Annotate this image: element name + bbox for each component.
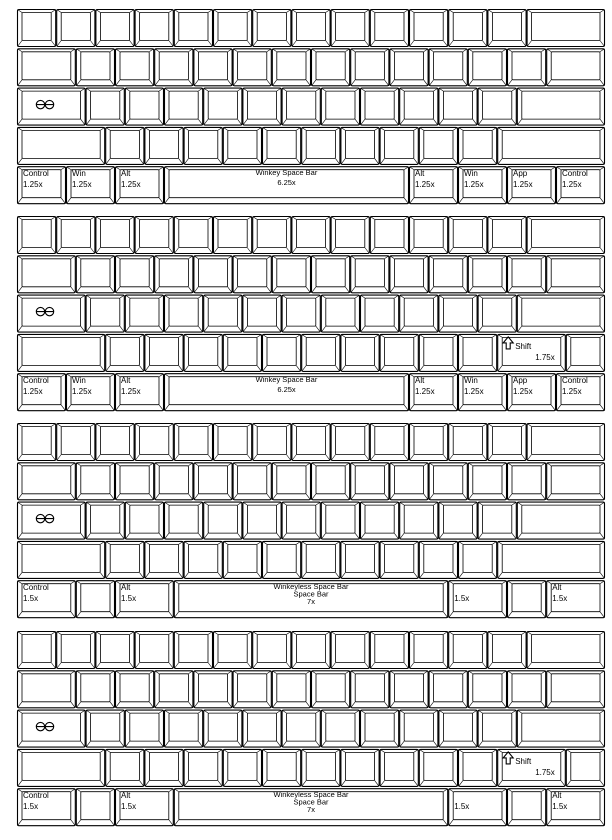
modifier-key-label: Win [72, 376, 86, 386]
top-letter-row-key [351, 463, 389, 500]
top-letter-row-key [194, 49, 232, 86]
number-row-key [253, 217, 291, 254]
number-row-key [174, 632, 212, 669]
shift-row-key [184, 541, 222, 578]
shift-row-key [223, 541, 261, 578]
home-row-key [517, 710, 604, 747]
shift-row-key [302, 127, 340, 164]
number-row-key [331, 424, 369, 461]
number-row-key [488, 632, 526, 669]
modifier-key-size: 1.5x [23, 594, 39, 604]
home-row-key [282, 710, 320, 747]
home-row-key [361, 88, 399, 125]
home-row-key [204, 502, 242, 539]
top-letter-row-key [233, 256, 271, 293]
top-letter-row-key [76, 256, 114, 293]
home-row-key [439, 710, 477, 747]
space-bar-size: 6.25x [277, 385, 296, 395]
home-row-key [321, 710, 359, 747]
shift-row-key [498, 541, 605, 578]
number-row-key [253, 632, 291, 669]
home-row-key [86, 295, 124, 332]
number-row-key [253, 10, 291, 47]
modifier-key-size: 1.25x [464, 180, 484, 190]
number-row-key [527, 10, 604, 47]
modifier-key-label: Control [23, 791, 49, 801]
number-row-key [488, 217, 526, 254]
modifier-key-size: 1.5x [121, 802, 137, 812]
top-letter-row-key [429, 671, 467, 708]
top-letter-row-key [155, 49, 193, 86]
modifier-key-label: Alt [552, 791, 562, 801]
shift-row-key [302, 749, 340, 786]
home-row-key [478, 710, 516, 747]
number-row-key [253, 424, 291, 461]
shift-row-key [145, 749, 183, 786]
number-row-key [370, 632, 408, 669]
top-letter-row-key [390, 463, 428, 500]
number-row-key [214, 217, 252, 254]
home-row-key [361, 710, 399, 747]
top-letter-row-key [547, 463, 605, 500]
top-letter-row-key [429, 256, 467, 293]
modifier-key-label: Win [464, 376, 478, 386]
modifier-key-size: 1.25x [513, 180, 533, 190]
shift-row-key [18, 541, 105, 578]
shift-row-key [380, 127, 418, 164]
modifier-key-size: 1.5x [454, 802, 470, 812]
shift-key-size: 1.75x [535, 767, 555, 777]
space-bar-label: Winkey Space Bar [255, 375, 318, 385]
top-letter-row-key [272, 256, 310, 293]
top-letter-row-key [272, 463, 310, 500]
number-row-key [174, 424, 212, 461]
top-letter-row-key [155, 671, 193, 708]
number-row-key [410, 10, 448, 47]
home-row-key [478, 88, 516, 125]
top-letter-row-key [76, 671, 114, 708]
shift-row-key [419, 127, 457, 164]
bottom-row-key [76, 789, 114, 826]
space-bar-size: 6.25x [277, 178, 296, 188]
number-row-key [410, 217, 448, 254]
modifier-key-label: Control [562, 376, 588, 386]
number-row-key [292, 217, 330, 254]
number-row-key [214, 10, 252, 47]
space-bar-label: Winkeyless Space Bar [273, 790, 349, 800]
modifier-key-size: 1.5x [454, 594, 470, 604]
number-row-key [57, 217, 95, 254]
shift-row-key [184, 749, 222, 786]
modifier-key-label: Control [23, 169, 49, 179]
number-row-key [96, 632, 134, 669]
home-row-key [400, 295, 438, 332]
number-row-key [449, 10, 487, 47]
top-letter-row-key [233, 671, 271, 708]
number-row-key [96, 424, 134, 461]
top-letter-row-key [351, 256, 389, 293]
modifier-key-size: 1.25x [72, 387, 92, 397]
top-letter-row-key [116, 671, 154, 708]
home-row-key [361, 502, 399, 539]
number-row-key [370, 424, 408, 461]
home-row-key [243, 88, 281, 125]
home-row-key [125, 502, 163, 539]
top-letter-row-key [233, 49, 271, 86]
home-row-key [321, 88, 359, 125]
home-row-key [18, 710, 86, 747]
home-row-key [282, 88, 320, 125]
shift-row-key [145, 127, 183, 164]
top-letter-row-key [194, 671, 232, 708]
modifier-key-size: 1.25x [415, 387, 435, 397]
shift-key-size: 1.75x [535, 352, 555, 362]
home-row-key [86, 88, 124, 125]
home-row-key [204, 295, 242, 332]
top-letter-row-key [155, 256, 193, 293]
top-letter-row-key [390, 256, 428, 293]
shift-row-key [18, 749, 105, 786]
number-row-key [370, 217, 408, 254]
modifier-key-label: Alt [552, 583, 562, 593]
shift-row-key [302, 334, 340, 371]
home-row-key [204, 710, 242, 747]
shift-row-key [184, 127, 222, 164]
shift-row-key [341, 334, 379, 371]
shift-row-key [459, 334, 497, 371]
shift-row-key [184, 334, 222, 371]
shift-row-key [459, 127, 497, 164]
home-row-key [517, 502, 604, 539]
modifier-key-label: Control [23, 583, 49, 593]
modifier-key-label: Alt [415, 376, 425, 386]
modifier-key-label: App [513, 169, 528, 179]
number-row-key [57, 10, 95, 47]
modifier-key-label: Win [464, 169, 478, 179]
top-letter-row-key [547, 671, 605, 708]
shift-row-key [341, 749, 379, 786]
shift-row-key [18, 334, 105, 371]
modifier-key-label: Alt [121, 169, 131, 179]
number-row-key [135, 424, 173, 461]
home-row-key [18, 88, 86, 125]
number-row-key [331, 217, 369, 254]
home-row-key [517, 295, 604, 332]
top-letter-row-key [76, 463, 114, 500]
number-row-key [174, 10, 212, 47]
modifier-key-size: 1.5x [552, 594, 568, 604]
home-row-key [400, 502, 438, 539]
number-row-key [135, 10, 173, 47]
shift-row-key [223, 749, 261, 786]
shift-row-key [566, 749, 604, 786]
number-row-key [18, 217, 56, 254]
top-letter-row-key [468, 463, 506, 500]
top-letter-row-key [116, 463, 154, 500]
top-letter-row-key [18, 256, 76, 293]
shift-row-key [498, 334, 566, 371]
number-row-key [488, 424, 526, 461]
shift-row-key [419, 749, 457, 786]
home-row-key [282, 295, 320, 332]
space-bar-size: 7x [307, 805, 315, 815]
modifier-key-size: 1.25x [121, 387, 141, 397]
shift-row-key [106, 541, 144, 578]
shift-row-key [419, 541, 457, 578]
shift-row-key [223, 127, 261, 164]
bottom-row-key [508, 789, 546, 826]
modifier-key-label: Control [23, 376, 49, 386]
home-row-key [439, 295, 477, 332]
home-row-key [86, 710, 124, 747]
shift-row-key [498, 127, 605, 164]
number-row-key [370, 10, 408, 47]
shift-row-key [380, 541, 418, 578]
home-row-key [400, 88, 438, 125]
shift-row-key [459, 541, 497, 578]
top-letter-row-key [508, 463, 546, 500]
modifier-key-label: Alt [121, 583, 131, 593]
modifier-key-size: 1.25x [513, 387, 533, 397]
shift-row-key [263, 127, 301, 164]
number-row-key [214, 424, 252, 461]
top-letter-row-key [312, 256, 350, 293]
home-row-key [165, 295, 203, 332]
number-row-key [96, 10, 134, 47]
keyboard-layout-winkeyless-ansi [18, 424, 605, 618]
home-row-key [243, 502, 281, 539]
top-letter-row-key [508, 49, 546, 86]
top-letter-row-key [18, 463, 76, 500]
home-row-key [125, 710, 163, 747]
top-letter-row-key [508, 671, 546, 708]
space-bar-label-secondary: Space Bar [293, 797, 329, 807]
top-letter-row-key [429, 463, 467, 500]
modifier-key-size: 1.25x [562, 387, 582, 397]
shift-row-key [263, 749, 301, 786]
number-row-key [449, 424, 487, 461]
modifier-key-size: 1.25x [464, 387, 484, 397]
top-letter-row-key [194, 463, 232, 500]
number-row-key [331, 10, 369, 47]
keyboard-layout-winkey-ansi [18, 10, 605, 204]
modifier-key-size: 1.5x [23, 802, 39, 812]
bottom-row-key [76, 581, 114, 618]
home-row-key [361, 295, 399, 332]
shift-row-key [18, 127, 105, 164]
home-row-key [204, 88, 242, 125]
number-row-key [18, 424, 56, 461]
number-row-key [57, 632, 95, 669]
number-row-key [292, 10, 330, 47]
shift-row-key [419, 334, 457, 371]
top-letter-row-key [468, 671, 506, 708]
shift-row-key [106, 127, 144, 164]
home-row-key [243, 295, 281, 332]
modifier-key-label: App [513, 376, 528, 386]
modifier-key-size: 1.5x [121, 594, 137, 604]
top-letter-row-key [233, 463, 271, 500]
shift-row-key [302, 541, 340, 578]
modifier-key-size: 1.25x [23, 387, 43, 397]
modifier-key-size: 1.25x [72, 180, 92, 190]
modifier-key-label: Control [562, 169, 588, 179]
space-bar-label-secondary: Space Bar [293, 589, 329, 599]
number-row-key [410, 424, 448, 461]
number-row-key [18, 632, 56, 669]
number-row-key [292, 424, 330, 461]
number-row-key [331, 632, 369, 669]
number-row-key [135, 217, 173, 254]
top-letter-row-key [468, 256, 506, 293]
top-letter-row-key [194, 256, 232, 293]
home-row-key [517, 88, 604, 125]
top-letter-row-key [547, 256, 605, 293]
modifier-key-label: Alt [121, 791, 131, 801]
home-row-key [478, 502, 516, 539]
number-row-key [449, 632, 487, 669]
home-row-key [18, 295, 86, 332]
home-row-key [165, 710, 203, 747]
shift-row-key [459, 749, 497, 786]
number-row-key [527, 424, 604, 461]
shift-row-key [145, 541, 183, 578]
number-row-key [174, 217, 212, 254]
number-row-key [410, 632, 448, 669]
home-row-key [125, 295, 163, 332]
shift-row-key [498, 749, 566, 786]
bottom-row-key [508, 581, 546, 618]
number-row-key [488, 10, 526, 47]
shift-row-key [145, 334, 183, 371]
keyboard-layout-winkeyless-split-shift [18, 632, 605, 826]
shift-row-key [566, 334, 604, 371]
modifier-key-label: Alt [415, 169, 425, 179]
modifier-key-size: 1.25x [23, 180, 43, 190]
shift-row-key [106, 749, 144, 786]
shift-row-key [341, 541, 379, 578]
top-letter-row-key [468, 49, 506, 86]
home-row-key [400, 710, 438, 747]
home-row-key [18, 502, 86, 539]
home-row-key [165, 88, 203, 125]
top-letter-row-key [76, 49, 114, 86]
home-row-key [282, 502, 320, 539]
home-row-key [165, 502, 203, 539]
number-row-key [214, 632, 252, 669]
number-row-key [57, 424, 95, 461]
top-letter-row-key [18, 49, 76, 86]
modifier-key-size: 1.25x [562, 180, 582, 190]
shift-key-label: Shift [515, 756, 532, 766]
shift-row-key [223, 334, 261, 371]
top-letter-row-key [116, 49, 154, 86]
top-letter-row-key [155, 463, 193, 500]
space-bar-size: 7x [307, 597, 315, 607]
home-row-key [439, 88, 477, 125]
shift-row-key [380, 749, 418, 786]
modifier-key-label: Alt [121, 376, 131, 386]
top-letter-row-key [390, 49, 428, 86]
shift-key-label: Shift [515, 341, 532, 351]
top-letter-row-key [312, 671, 350, 708]
number-row-key [527, 217, 604, 254]
top-letter-row-key [547, 49, 605, 86]
number-row-key [449, 217, 487, 254]
top-letter-row-key [351, 49, 389, 86]
number-row-key [135, 632, 173, 669]
number-row-key [292, 632, 330, 669]
modifier-key-size: 1.25x [415, 180, 435, 190]
modifier-key-size: 1.5x [552, 802, 568, 812]
shift-row-key [106, 334, 144, 371]
top-letter-row-key [312, 49, 350, 86]
space-bar-label: Winkeyless Space Bar [273, 582, 349, 592]
top-letter-row-key [116, 256, 154, 293]
top-letter-row-key [390, 671, 428, 708]
modifier-key-label: Win [72, 169, 86, 179]
top-letter-row-key [351, 671, 389, 708]
home-row-key [321, 502, 359, 539]
top-letter-row-key [18, 671, 76, 708]
home-row-key [321, 295, 359, 332]
number-row-key [527, 632, 604, 669]
shift-row-key [263, 334, 301, 371]
top-letter-row-key [508, 256, 546, 293]
modifier-key-size: 1.25x [121, 180, 141, 190]
shift-row-key [380, 334, 418, 371]
shift-row-key [263, 541, 301, 578]
top-letter-row-key [272, 671, 310, 708]
space-bar-label: Winkey Space Bar [255, 168, 318, 178]
home-row-key [439, 502, 477, 539]
keyboard-layout-winkey-split-shift [18, 217, 605, 411]
number-row-key [96, 217, 134, 254]
home-row-key [125, 88, 163, 125]
shift-row-key [341, 127, 379, 164]
top-letter-row-key [272, 49, 310, 86]
top-letter-row-key [312, 463, 350, 500]
home-row-key [243, 710, 281, 747]
home-row-key [86, 502, 124, 539]
number-row-key [18, 10, 56, 47]
top-letter-row-key [429, 49, 467, 86]
home-row-key [478, 295, 516, 332]
